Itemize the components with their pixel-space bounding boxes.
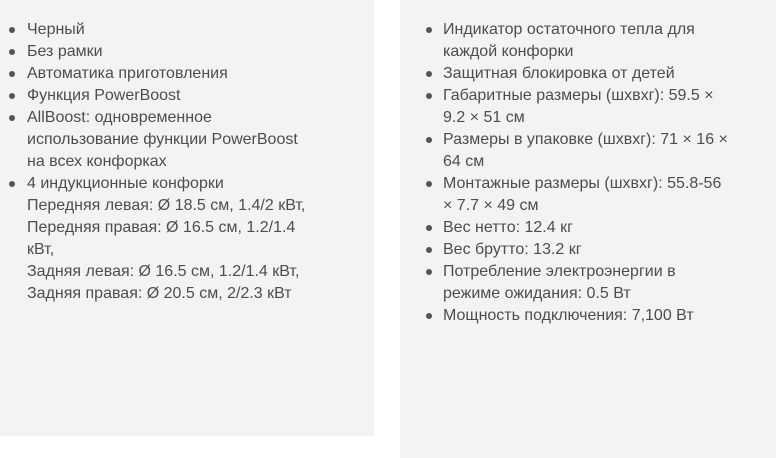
bullet-dot-icon <box>426 269 432 275</box>
list-item <box>400 305 776 327</box>
spec-text: Индикатор остаточного тепла для каждой конфорки <box>443 21 695 60</box>
spec-text: Вес брутто: 13.2 кг <box>443 241 582 258</box>
bullet-dot-icon <box>426 181 432 187</box>
bullet-dot-icon <box>426 93 432 99</box>
spec-text: Потребление электроэнергии в режиме ожидания: 0.5 Вт <box>443 263 676 302</box>
spec-text: Мощность подключения: 7,100 Вт <box>443 307 694 324</box>
bullet-dot-icon <box>426 71 432 77</box>
spec-text: 4 индукционные конфорки Передняя левая: Ø 18.5 см, 1.4/2 кВт, Передняя правая: Ø 16.5 см, 1.2/1.4 кВт, Задняя левая: Ø 16.5 см, 1.2/1.4 кВт, Задняя правая: Ø 20.5 см, 2/2.3 кВт <box>27 175 306 302</box>
spec-text: Габаритные размеры (шхвхг): 59.5 × 9.2 × 51 см <box>443 87 714 126</box>
list-item <box>0 63 374 85</box>
list-item <box>400 63 776 85</box>
list-item <box>400 129 776 173</box>
bullet-dot-icon <box>9 49 15 55</box>
list-item <box>400 173 776 217</box>
bullet-dot-icon <box>9 93 15 99</box>
list-item <box>400 239 776 261</box>
list-item <box>0 19 374 41</box>
spec-text: Черный <box>27 21 85 38</box>
spec-text: Без рамки <box>27 43 103 60</box>
spec-text: AllBoost: одновременное использование функции PowerBoost на всех конфорках <box>27 109 298 170</box>
bullet-dot-icon <box>426 225 432 231</box>
bullet-dot-icon <box>426 27 432 33</box>
spec-text: Функция PowerBoost <box>27 87 181 104</box>
bullet-dot-icon <box>9 27 15 33</box>
spec-list-left <box>0 0 374 305</box>
spec-text: Вес нетто: 12.4 кг <box>443 219 573 236</box>
list-item <box>400 85 776 129</box>
spec-text: Автоматика приготовления <box>27 65 228 82</box>
bullet-dot-icon <box>426 247 432 253</box>
bullet-dot-icon <box>9 115 15 121</box>
list-item <box>400 261 776 305</box>
list-item <box>0 107 374 173</box>
spec-list-right <box>400 0 776 327</box>
spec-text: Монтажные размеры (шхвхг): 55.8-56 × 7.7 × 49 см <box>443 175 722 214</box>
spec-text: Размеры в упаковке (шхвхг): 71 × 16 × 64 см <box>443 131 728 170</box>
bullet-dot-icon <box>9 71 15 77</box>
bullet-dot-icon <box>426 137 432 143</box>
list-item <box>0 173 374 305</box>
spec-column-left <box>0 0 374 436</box>
bullet-dot-icon <box>9 181 15 187</box>
list-item <box>400 19 776 63</box>
list-item <box>400 217 776 239</box>
bullet-dot-icon <box>426 313 432 319</box>
list-item <box>0 41 374 63</box>
spec-text: Защитная блокировка от детей <box>443 65 675 82</box>
list-item <box>0 85 374 107</box>
spec-column-right <box>400 0 776 458</box>
